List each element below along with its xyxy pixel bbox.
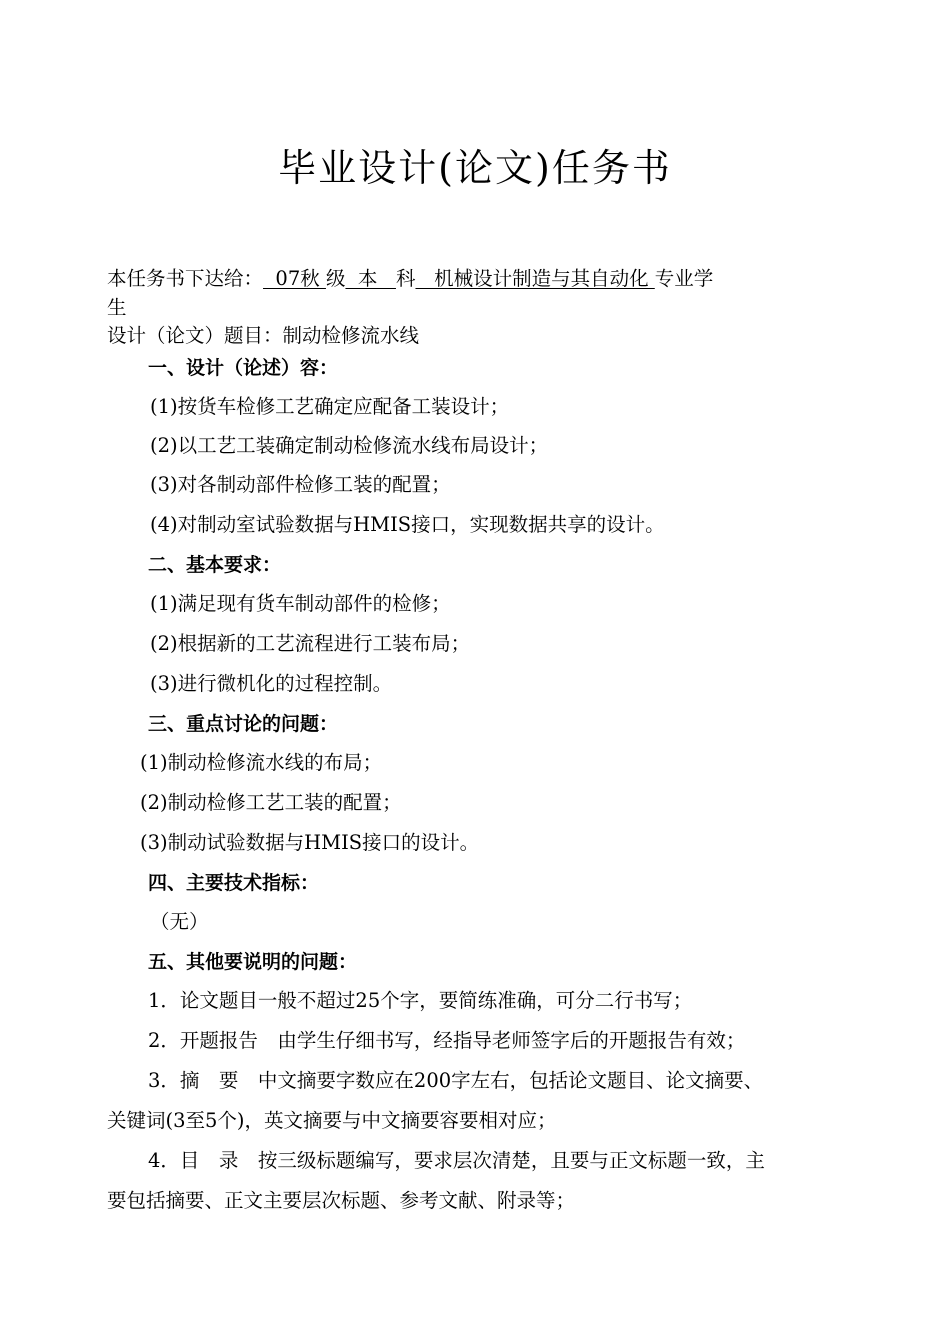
list-item: (3)进行微机化的过程控制。 [150, 672, 393, 695]
level-value: 本 [345, 267, 396, 290]
grade-label: 级 [325, 267, 346, 290]
topic-line: 设计（论文）题目：制动检修流水线 [107, 324, 420, 347]
list-item: (3)制动试验数据与HMIS接口的设计。 [140, 831, 480, 854]
section-heading-5: 五、其他要说明的问题： [148, 951, 358, 973]
section-heading-1: 一、设计（论述）容： [148, 357, 339, 379]
list-item: (1)满足现有货车制动部件的检修； [150, 592, 451, 615]
list-item: （无） [150, 910, 209, 933]
grade-value: 07秋 [263, 267, 326, 290]
note-item-1: 1．论文题目一般不超过25个字，要简练准确，可分二行书写； [148, 989, 693, 1012]
list-item: (4)对制动室试验数据与HMIS接口，实现数据共享的设计。 [150, 513, 665, 536]
note-item-2: 2．开题报告 由学生仔细书写，经指导老师签字后的开题报告有效； [148, 1029, 746, 1052]
section-heading-2: 二、基本要求： [148, 554, 282, 576]
list-item: (2)根据新的工艺流程进行工装布局； [150, 632, 471, 655]
level-label: 科 [395, 267, 416, 290]
list-item: (1)按货车检修工艺确定应配备工装设计； [150, 395, 510, 418]
list-item: (2)以工艺工装确定制动检修流水线布局设计； [150, 434, 549, 457]
document-title: 毕业设计(论文)任务书 [278, 146, 672, 190]
note-item-4-line2: 要包括摘要、正文主要层次标题、参考文献、附录等； [107, 1189, 576, 1212]
section-heading-4: 四、主要技术指标： [148, 872, 320, 894]
assignment-suffix: 专业学 [654, 267, 714, 290]
assignment-line [107, 265, 713, 293]
assignment-wrap: 生 [107, 296, 127, 319]
list-item: (1)制动检修流水线的布局； [140, 751, 383, 774]
note-item-3-line1: 3．摘 要 中文摘要字数应在200字左右，包括论文题目、论文摘要、 [148, 1069, 764, 1092]
note-item-4-line1: 4．目 录 按三级标题编写，要求层次清楚，且要与正文标题一致，主 [148, 1149, 765, 1172]
list-item: (3)对各制动部件检修工装的配置； [150, 473, 451, 496]
list-item: (2)制动检修工艺工装的配置； [140, 791, 402, 814]
section-heading-3: 三、重点讨论的问题： [148, 713, 339, 735]
major-value: 机械设计制造与其自动化 [415, 267, 655, 290]
note-item-3-line2: 关键词(3至5个)，英文摘要与中文摘要容要相对应； [107, 1109, 557, 1132]
assignment-prefix: 本任务书下达给： [107, 267, 264, 290]
